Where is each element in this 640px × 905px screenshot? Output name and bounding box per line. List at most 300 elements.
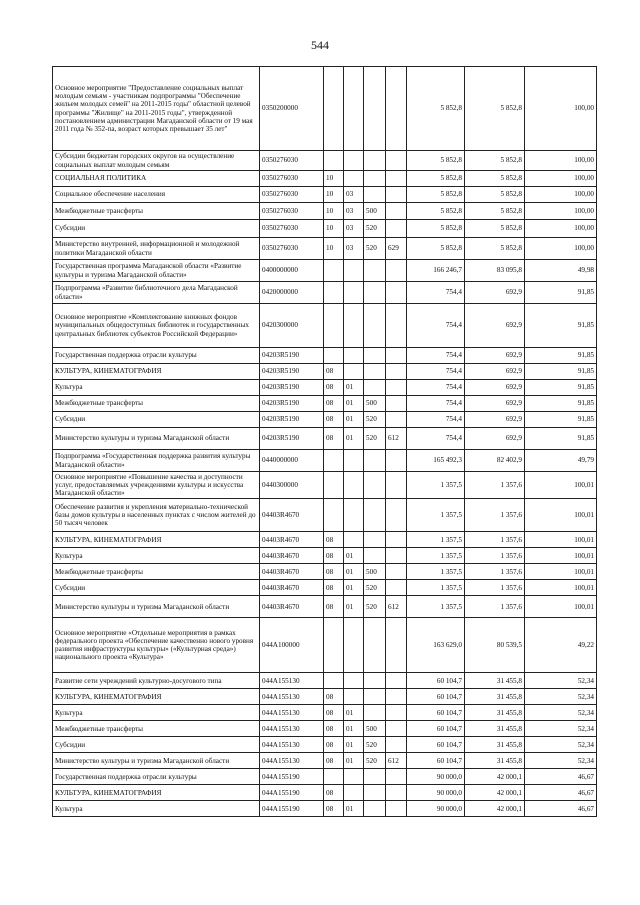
cell-administrator: 612 xyxy=(386,753,407,769)
cell-name: Основное мероприятие «Комплектование книжных фондов муниципальных общедоступных библиотек и государственных центральных библиотек субъектов Российской Федерации» xyxy=(53,304,260,348)
cell-planned: 5 852,8 xyxy=(407,151,465,171)
cell-target-code: 044A100000 xyxy=(260,618,324,673)
cell-executed: 1 357,6 xyxy=(465,580,525,596)
table-row xyxy=(53,282,597,304)
cell-planned: 1 357,5 xyxy=(407,472,465,499)
cell-target-code: 0350276030 xyxy=(260,187,324,203)
cell-subsection xyxy=(344,364,364,380)
cell-section: 10 xyxy=(324,220,344,238)
cell-percent: 100,01 xyxy=(525,580,597,596)
table-row xyxy=(53,499,597,532)
cell-planned: 754,4 xyxy=(407,396,465,412)
cell-name: Основное мероприятие «Отдельные мероприятия в рамках федерального проекта «Обеспечение качественно нового уровня развития инфраструктуры культуры» («Культурная среда») национального проекта «Культура» xyxy=(53,618,260,673)
cell-planned: 754,4 xyxy=(407,428,465,450)
cell-planned: 60 104,7 xyxy=(407,689,465,705)
cell-target-code: 04403R4670 xyxy=(260,548,324,564)
cell-executed: 31 455,8 xyxy=(465,737,525,753)
cell-planned: 1 357,5 xyxy=(407,596,465,618)
cell-target-code: 0420300000 xyxy=(260,304,324,348)
cell-subsection: 01 xyxy=(344,412,364,428)
cell-percent: 46,67 xyxy=(525,769,597,785)
cell-executed: 5 852,8 xyxy=(465,151,525,171)
cell-planned: 165 492,3 xyxy=(407,450,465,472)
cell-executed: 1 357,6 xyxy=(465,532,525,548)
cell-percent: 91,85 xyxy=(525,428,597,450)
cell-target-code: 04203R5190 xyxy=(260,396,324,412)
cell-section: 10 xyxy=(324,238,344,260)
cell-administrator xyxy=(386,67,407,151)
cell-target-code: 044A155130 xyxy=(260,705,324,721)
cell-section: 08 xyxy=(324,380,344,396)
page-number: 544 xyxy=(311,38,329,52)
cell-percent: 100,01 xyxy=(525,548,597,564)
cell-planned: 754,4 xyxy=(407,282,465,304)
cell-name: Обеспечение развития и укрепления материально-технической базы домов культуры в населенных пунктах с числом жителей до 50 тысяч человек xyxy=(53,499,260,532)
cell-target-code: 04403R4670 xyxy=(260,596,324,618)
cell-administrator xyxy=(386,705,407,721)
cell-administrator: 612 xyxy=(386,596,407,618)
cell-section: 10 xyxy=(324,171,344,187)
cell-percent: 46,67 xyxy=(525,785,597,801)
cell-executed: 692,9 xyxy=(465,304,525,348)
cell-planned: 1 357,5 xyxy=(407,499,465,532)
cell-name: Государственная поддержка отрасли культуры xyxy=(53,348,260,364)
cell-expense-type xyxy=(364,801,386,817)
cell-executed: 31 455,8 xyxy=(465,673,525,689)
cell-expense-type xyxy=(364,380,386,396)
cell-target-code: 0440300000 xyxy=(260,472,324,499)
cell-administrator xyxy=(386,548,407,564)
cell-section: 08 xyxy=(324,580,344,596)
cell-percent: 100,00 xyxy=(525,238,597,260)
cell-planned: 5 852,8 xyxy=(407,187,465,203)
table-row xyxy=(53,203,597,220)
cell-planned: 166 246,7 xyxy=(407,260,465,282)
cell-expense-type xyxy=(364,618,386,673)
cell-executed: 692,9 xyxy=(465,428,525,450)
cell-executed: 31 455,8 xyxy=(465,753,525,769)
cell-section xyxy=(324,67,344,151)
cell-section: 08 xyxy=(324,596,344,618)
cell-name: Культура xyxy=(53,801,260,817)
budget-table xyxy=(52,66,597,817)
table-row xyxy=(53,171,597,187)
cell-target-code: 044A155130 xyxy=(260,753,324,769)
cell-percent: 91,85 xyxy=(525,380,597,396)
cell-name: Культура xyxy=(53,705,260,721)
cell-name: КУЛЬТУРА, КИНЕМАТОГРАФИЯ xyxy=(53,689,260,705)
table-row xyxy=(53,220,597,238)
cell-administrator xyxy=(386,737,407,753)
cell-executed: 5 852,8 xyxy=(465,238,525,260)
cell-subsection: 03 xyxy=(344,220,364,238)
cell-section: 10 xyxy=(324,187,344,203)
cell-expense-type: 500 xyxy=(364,396,386,412)
cell-administrator xyxy=(386,304,407,348)
cell-subsection xyxy=(344,171,364,187)
table-row xyxy=(53,380,597,396)
cell-subsection xyxy=(344,67,364,151)
cell-subsection xyxy=(344,260,364,282)
cell-expense-type: 520 xyxy=(364,596,386,618)
cell-name: Подпрограмма «Государственная поддержка развития культуры Магаданской области» xyxy=(53,450,260,472)
cell-target-code: 04403R4670 xyxy=(260,532,324,548)
cell-percent: 52,34 xyxy=(525,737,597,753)
cell-expense-type xyxy=(364,450,386,472)
cell-subsection xyxy=(344,348,364,364)
cell-section: 08 xyxy=(324,785,344,801)
table-row xyxy=(53,753,597,769)
cell-planned: 60 104,7 xyxy=(407,737,465,753)
cell-name: Культура xyxy=(53,380,260,396)
cell-section: 08 xyxy=(324,412,344,428)
cell-percent: 46,67 xyxy=(525,801,597,817)
cell-section: 08 xyxy=(324,364,344,380)
cell-executed: 31 455,8 xyxy=(465,721,525,737)
cell-subsection: 01 xyxy=(344,705,364,721)
cell-percent: 52,34 xyxy=(525,689,597,705)
cell-executed: 1 357,6 xyxy=(465,596,525,618)
cell-subsection: 03 xyxy=(344,187,364,203)
cell-administrator xyxy=(386,282,407,304)
table-row xyxy=(53,187,597,203)
cell-name: Субсидии бюджетам городских округов на осуществление социальных выплат молодым семьям xyxy=(53,151,260,171)
cell-name: Развитие сети учреждений культурно-досугового типа xyxy=(53,673,260,689)
cell-name: Культура xyxy=(53,548,260,564)
cell-expense-type: 520 xyxy=(364,220,386,238)
cell-section xyxy=(324,769,344,785)
cell-name: Межбюджетные трансферты xyxy=(53,203,260,220)
cell-executed: 31 455,8 xyxy=(465,689,525,705)
cell-executed: 5 852,8 xyxy=(465,171,525,187)
cell-section: 08 xyxy=(324,689,344,705)
cell-administrator xyxy=(386,499,407,532)
cell-executed: 5 852,8 xyxy=(465,187,525,203)
cell-planned: 754,4 xyxy=(407,364,465,380)
cell-section: 08 xyxy=(324,532,344,548)
cell-administrator xyxy=(386,187,407,203)
cell-subsection: 01 xyxy=(344,380,364,396)
cell-expense-type xyxy=(364,151,386,171)
cell-administrator xyxy=(386,380,407,396)
cell-section: 08 xyxy=(324,396,344,412)
cell-target-code: 04203R5190 xyxy=(260,412,324,428)
table-row xyxy=(53,721,597,737)
table-row xyxy=(53,304,597,348)
cell-subsection xyxy=(344,151,364,171)
cell-subsection xyxy=(344,673,364,689)
cell-subsection: 01 xyxy=(344,428,364,450)
cell-expense-type xyxy=(364,67,386,151)
cell-percent: 100,00 xyxy=(525,171,597,187)
cell-name: Субсидии xyxy=(53,412,260,428)
cell-administrator xyxy=(386,220,407,238)
cell-name: КУЛЬТУРА, КИНЕМАТОГРАФИЯ xyxy=(53,785,260,801)
cell-subsection xyxy=(344,689,364,705)
cell-expense-type: 520 xyxy=(364,580,386,596)
cell-expense-type xyxy=(364,705,386,721)
cell-section: 08 xyxy=(324,564,344,580)
cell-planned: 90 000,0 xyxy=(407,785,465,801)
cell-expense-type xyxy=(364,548,386,564)
cell-name: Министерство культуры и туризма Магаданской области xyxy=(53,428,260,450)
cell-percent: 52,34 xyxy=(525,705,597,721)
cell-percent: 100,00 xyxy=(525,203,597,220)
cell-planned: 60 104,7 xyxy=(407,721,465,737)
cell-subsection xyxy=(344,499,364,532)
cell-expense-type xyxy=(364,532,386,548)
cell-percent: 91,85 xyxy=(525,412,597,428)
cell-expense-type xyxy=(364,472,386,499)
table-row xyxy=(53,450,597,472)
cell-administrator xyxy=(386,260,407,282)
cell-section: 08 xyxy=(324,548,344,564)
cell-administrator: 629 xyxy=(386,238,407,260)
cell-section xyxy=(324,304,344,348)
table-row xyxy=(53,364,597,380)
cell-planned: 754,4 xyxy=(407,348,465,364)
cell-name: Государственная программа Магаданской области «Развитие культуры и туризма Магаданской области» xyxy=(53,260,260,282)
cell-name: Межбюджетные трансферты xyxy=(53,721,260,737)
cell-percent: 49,22 xyxy=(525,618,597,673)
cell-planned: 90 000,0 xyxy=(407,769,465,785)
cell-subsection xyxy=(344,785,364,801)
cell-expense-type xyxy=(364,304,386,348)
cell-section xyxy=(324,618,344,673)
table-row xyxy=(53,580,597,596)
table-row xyxy=(53,238,597,260)
table-row xyxy=(53,673,597,689)
cell-target-code: 044A155130 xyxy=(260,737,324,753)
cell-expense-type: 520 xyxy=(364,238,386,260)
cell-name: Субсидии xyxy=(53,580,260,596)
cell-executed: 5 852,8 xyxy=(465,67,525,151)
cell-planned: 5 852,8 xyxy=(407,238,465,260)
table-row xyxy=(53,260,597,282)
cell-section xyxy=(324,348,344,364)
table-row xyxy=(53,596,597,618)
cell-section: 08 xyxy=(324,428,344,450)
cell-target-code: 0420000000 xyxy=(260,282,324,304)
cell-percent: 100,01 xyxy=(525,564,597,580)
cell-executed: 1 357,6 xyxy=(465,548,525,564)
cell-executed: 1 357,6 xyxy=(465,472,525,499)
cell-target-code: 04403R4670 xyxy=(260,499,324,532)
cell-subsection: 01 xyxy=(344,548,364,564)
cell-subsection: 01 xyxy=(344,737,364,753)
cell-subsection: 03 xyxy=(344,203,364,220)
cell-administrator xyxy=(386,450,407,472)
cell-planned: 60 104,7 xyxy=(407,753,465,769)
cell-planned: 5 852,8 xyxy=(407,203,465,220)
cell-name: Министерство внутренней, информационной и молодежной политики Магаданской области xyxy=(53,238,260,260)
cell-section xyxy=(324,472,344,499)
cell-percent: 100,00 xyxy=(525,187,597,203)
table-row xyxy=(53,151,597,171)
cell-percent: 100,01 xyxy=(525,596,597,618)
cell-planned: 1 357,5 xyxy=(407,580,465,596)
cell-planned: 1 357,5 xyxy=(407,532,465,548)
cell-name: Министерство культуры и туризма Магаданской области xyxy=(53,596,260,618)
cell-target-code: 044A155130 xyxy=(260,689,324,705)
cell-executed: 5 852,8 xyxy=(465,220,525,238)
cell-expense-type xyxy=(364,499,386,532)
cell-administrator xyxy=(386,721,407,737)
cell-percent: 49,98 xyxy=(525,260,597,282)
cell-subsection: 01 xyxy=(344,596,364,618)
cell-name: Государственная поддержка отрасли культуры xyxy=(53,769,260,785)
table-row xyxy=(53,705,597,721)
cell-expense-type: 500 xyxy=(364,564,386,580)
cell-planned: 754,4 xyxy=(407,412,465,428)
cell-administrator xyxy=(386,801,407,817)
cell-subsection: 01 xyxy=(344,753,364,769)
table-row xyxy=(53,428,597,450)
cell-target-code: 044A155190 xyxy=(260,801,324,817)
cell-executed: 83 095,8 xyxy=(465,260,525,282)
cell-administrator xyxy=(386,472,407,499)
cell-percent: 100,01 xyxy=(525,472,597,499)
cell-subsection xyxy=(344,450,364,472)
table-row xyxy=(53,348,597,364)
cell-executed: 80 539,5 xyxy=(465,618,525,673)
cell-executed: 692,9 xyxy=(465,348,525,364)
table-row xyxy=(53,67,597,151)
cell-subsection xyxy=(344,618,364,673)
cell-executed: 42 000,1 xyxy=(465,785,525,801)
cell-target-code: 0350200000 xyxy=(260,67,324,151)
table-row xyxy=(53,564,597,580)
cell-target-code: 0400000000 xyxy=(260,260,324,282)
cell-executed: 692,9 xyxy=(465,364,525,380)
cell-planned: 5 852,8 xyxy=(407,220,465,238)
cell-subsection: 03 xyxy=(344,238,364,260)
cell-planned: 60 104,7 xyxy=(407,673,465,689)
cell-percent: 91,85 xyxy=(525,282,597,304)
cell-percent: 91,85 xyxy=(525,304,597,348)
cell-section: 10 xyxy=(324,203,344,220)
cell-expense-type xyxy=(364,785,386,801)
cell-name: Основное мероприятие «Повышение качества и доступности услуг, предоставляемых учреждениями культуры и искусства Магаданской области» xyxy=(53,472,260,499)
cell-target-code: 0350276030 xyxy=(260,151,324,171)
cell-executed: 82 402,9 xyxy=(465,450,525,472)
cell-planned: 5 852,8 xyxy=(407,67,465,151)
cell-expense-type: 500 xyxy=(364,721,386,737)
table-row xyxy=(53,737,597,753)
cell-planned: 90 000,0 xyxy=(407,801,465,817)
table-row xyxy=(53,801,597,817)
cell-planned: 754,4 xyxy=(407,304,465,348)
cell-executed: 692,9 xyxy=(465,412,525,428)
cell-expense-type xyxy=(364,171,386,187)
cell-target-code: 04403R4670 xyxy=(260,564,324,580)
cell-executed: 31 455,8 xyxy=(465,705,525,721)
cell-section: 08 xyxy=(324,721,344,737)
cell-executed: 692,9 xyxy=(465,380,525,396)
cell-section xyxy=(324,260,344,282)
table-row xyxy=(53,785,597,801)
cell-target-code: 0350276030 xyxy=(260,171,324,187)
cell-administrator xyxy=(386,785,407,801)
cell-planned: 163 629,0 xyxy=(407,618,465,673)
cell-section: 08 xyxy=(324,801,344,817)
table-row xyxy=(53,689,597,705)
cell-executed: 692,9 xyxy=(465,282,525,304)
cell-expense-type xyxy=(364,260,386,282)
cell-target-code: 0440000000 xyxy=(260,450,324,472)
cell-name: Подпрограмма «Развитие библиотечного дела Магаданской области» xyxy=(53,282,260,304)
cell-name: Межбюджетные трансферты xyxy=(53,564,260,580)
cell-expense-type: 520 xyxy=(364,753,386,769)
cell-name: СОЦИАЛЬНАЯ ПОЛИТИКА xyxy=(53,171,260,187)
cell-expense-type: 520 xyxy=(364,737,386,753)
cell-target-code: 044A155130 xyxy=(260,721,324,737)
cell-executed: 42 000,1 xyxy=(465,769,525,785)
cell-name: Субсидии xyxy=(53,737,260,753)
cell-executed: 42 000,1 xyxy=(465,801,525,817)
cell-subsection xyxy=(344,304,364,348)
cell-percent: 52,34 xyxy=(525,753,597,769)
cell-percent: 100,00 xyxy=(525,151,597,171)
cell-expense-type xyxy=(364,364,386,380)
cell-subsection: 01 xyxy=(344,580,364,596)
cell-section xyxy=(324,450,344,472)
cell-administrator xyxy=(386,171,407,187)
cell-administrator xyxy=(386,580,407,596)
cell-target-code: 044A155190 xyxy=(260,769,324,785)
cell-planned: 1 357,5 xyxy=(407,548,465,564)
cell-percent: 100,00 xyxy=(525,67,597,151)
cell-target-code: 0350276030 xyxy=(260,203,324,220)
cell-subsection: 01 xyxy=(344,396,364,412)
cell-executed: 692,9 xyxy=(465,396,525,412)
cell-subsection: 01 xyxy=(344,564,364,580)
cell-target-code: 04203R5190 xyxy=(260,348,324,364)
table-row xyxy=(53,618,597,673)
cell-administrator xyxy=(386,203,407,220)
cell-executed: 1 357,6 xyxy=(465,499,525,532)
cell-name: Субсидии xyxy=(53,220,260,238)
cell-name: КУЛЬТУРА, КИНЕМАТОГРАФИЯ xyxy=(53,364,260,380)
cell-name: Социальное обеспечение населения xyxy=(53,187,260,203)
cell-target-code: 044A155190 xyxy=(260,785,324,801)
table-row xyxy=(53,396,597,412)
cell-percent: 49,79 xyxy=(525,450,597,472)
cell-name: КУЛЬТУРА, КИНЕМАТОГРАФИЯ xyxy=(53,532,260,548)
cell-target-code: 04203R5190 xyxy=(260,428,324,450)
cell-administrator xyxy=(386,151,407,171)
cell-executed: 5 852,8 xyxy=(465,203,525,220)
cell-section xyxy=(324,673,344,689)
cell-subsection xyxy=(344,282,364,304)
cell-target-code: 044A155130 xyxy=(260,673,324,689)
cell-target-code: 0350276030 xyxy=(260,238,324,260)
cell-administrator xyxy=(386,532,407,548)
cell-percent: 52,34 xyxy=(525,673,597,689)
budget-table-body xyxy=(53,67,597,817)
cell-expense-type: 500 xyxy=(364,203,386,220)
cell-expense-type xyxy=(364,769,386,785)
cell-percent: 91,85 xyxy=(525,396,597,412)
table-row xyxy=(53,769,597,785)
cell-subsection xyxy=(344,532,364,548)
cell-expense-type xyxy=(364,282,386,304)
cell-section: 08 xyxy=(324,705,344,721)
cell-planned: 60 104,7 xyxy=(407,705,465,721)
cell-section xyxy=(324,151,344,171)
cell-target-code: 04403R4670 xyxy=(260,580,324,596)
cell-target-code: 04203R5190 xyxy=(260,380,324,396)
